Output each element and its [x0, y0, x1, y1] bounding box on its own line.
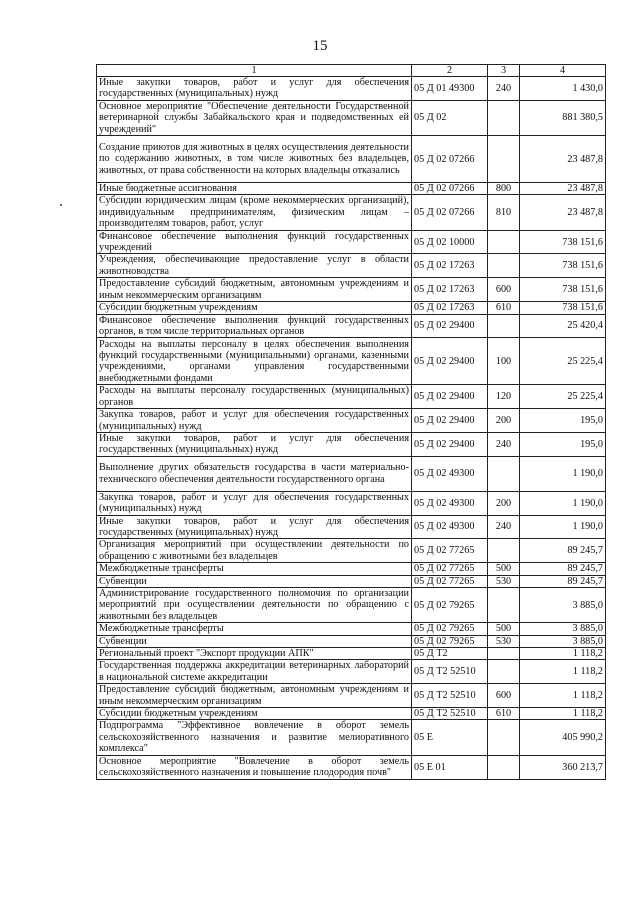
- row-code: 05 Д 02 49300: [412, 491, 488, 515]
- row-code: 05 Д 02 10000: [412, 230, 488, 254]
- table-row: [97, 648, 606, 660]
- row-amount: 1 118,2: [520, 660, 606, 684]
- table-row: [97, 563, 606, 575]
- row-name: Иные закупки товаров, работ и услуг для обеспечения государственных (муниципальных) нужд: [97, 77, 412, 101]
- row-amount: 1 118,2: [520, 684, 606, 708]
- table-row: [97, 302, 606, 314]
- row-name: Подпрограмма "Эффективное вовлечение в оборот земель сельскохозяйственного назначения и развитие мелиоративного комплекса": [97, 720, 412, 755]
- table-row: [97, 136, 606, 183]
- table-row: [97, 409, 606, 433]
- row-code: 05 Д 01 49300: [412, 77, 488, 101]
- row-name: Расходы на выплаты персоналу государственных (муниципальных) органов: [97, 385, 412, 409]
- table-row: [97, 195, 606, 230]
- row-name: Финансовое обеспечение выполнения функций государственных учреждений: [97, 230, 412, 254]
- table-row: [97, 491, 606, 515]
- row-name: Расходы на выплаты персоналу в целях обеспечения выполнения функций государственными (муниципальными) органами, казенными учреждениями, органами управления государственными внебюджетными фондами: [97, 338, 412, 385]
- table-row: [97, 100, 606, 135]
- row-expense-type: 600: [488, 684, 520, 708]
- row-amount: 3 885,0: [520, 623, 606, 635]
- row-expense-type: [488, 755, 520, 779]
- row-amount: 360 213,7: [520, 755, 606, 779]
- table-row: [97, 623, 606, 635]
- table-row: [97, 755, 606, 779]
- row-expense-type: 240: [488, 515, 520, 539]
- row-expense-type: 100: [488, 338, 520, 385]
- table-row: [97, 684, 606, 708]
- row-expense-type: [488, 314, 520, 338]
- row-expense-type: [488, 100, 520, 135]
- row-code: 05 Д 02 07266: [412, 136, 488, 183]
- row-amount: 195,0: [520, 432, 606, 456]
- row-amount: 3 885,0: [520, 635, 606, 647]
- row-amount: 738 151,6: [520, 278, 606, 302]
- row-code: 05 Д Т2 52510: [412, 684, 488, 708]
- row-code: 05 Д 02 77265: [412, 563, 488, 575]
- row-code: 05 Д 02 17263: [412, 302, 488, 314]
- row-expense-type: 800: [488, 183, 520, 195]
- row-amount: 25 225,4: [520, 385, 606, 409]
- table-row: [97, 575, 606, 587]
- row-amount: 738 151,6: [520, 254, 606, 278]
- row-expense-type: [488, 648, 520, 660]
- row-expense-type: [488, 136, 520, 183]
- row-expense-type: 240: [488, 77, 520, 101]
- row-name: Выполнение других обязательств государства в части материально-технического обеспечения деятельности государственного органа: [97, 456, 412, 491]
- column-header: 3: [488, 65, 520, 77]
- table-header-row: [97, 65, 606, 77]
- scan-speck: [60, 204, 62, 206]
- row-expense-type: 240: [488, 432, 520, 456]
- row-amount: 23 487,8: [520, 136, 606, 183]
- row-name: Государственная поддержка аккредитации ветеринарных лабораторий в национальной системе аккредитации: [97, 660, 412, 684]
- row-name: Субвенции: [97, 575, 412, 587]
- column-header: 1: [97, 65, 412, 77]
- row-name: Иные бюджетные ассигнования: [97, 183, 412, 195]
- row-amount: 3 885,0: [520, 588, 606, 623]
- table-row: [97, 720, 606, 755]
- row-amount: 738 151,6: [520, 230, 606, 254]
- table-row: [97, 539, 606, 563]
- row-name: Основное мероприятие "Вовлечение в оборот земель сельскохозяйственного назначения и повышение плодородия почв": [97, 755, 412, 779]
- page-number: 15: [312, 38, 328, 54]
- row-amount: 89 245,7: [520, 539, 606, 563]
- row-expense-type: 500: [488, 623, 520, 635]
- row-code: 05 Д 02: [412, 100, 488, 135]
- row-name: Субвенции: [97, 635, 412, 647]
- row-name: Субсидии бюджетным учреждениям: [97, 708, 412, 720]
- row-name: Администрирование государственного полномочия по организации мероприятий при осуществлении деятельности по обращению с животными без владельцев: [97, 588, 412, 623]
- row-code: 05 Д 02 29400: [412, 385, 488, 409]
- row-expense-type: [488, 720, 520, 755]
- row-amount: 1 118,2: [520, 648, 606, 660]
- row-code: 05 Д Т2 52510: [412, 660, 488, 684]
- row-code: 05 Д 02 07266: [412, 183, 488, 195]
- row-name: Межбюджетные трансферты: [97, 563, 412, 575]
- row-name: Субсидии юридическим лицам (кроме некоммерческих организаций), индивидуальным предпринимателям, физическим лицам – производителям товаров, работ, услуг: [97, 195, 412, 230]
- row-code: 05 Д 02 07266: [412, 195, 488, 230]
- row-code: 05 Д 02 77265: [412, 575, 488, 587]
- row-code: 05 Д 02 29400: [412, 432, 488, 456]
- row-name: Закупка товаров, работ и услуг для обеспечения государственных (муниципальных) нужд: [97, 409, 412, 433]
- row-expense-type: 600: [488, 278, 520, 302]
- row-name: Субсидии бюджетным учреждениям: [97, 302, 412, 314]
- table-row: [97, 77, 606, 101]
- row-code: 05 Д 02 17263: [412, 254, 488, 278]
- row-name: Закупка товаров, работ и услуг для обеспечения государственных (муниципальных) нужд: [97, 491, 412, 515]
- row-amount: 89 245,7: [520, 563, 606, 575]
- table-row: [97, 515, 606, 539]
- table-row: [97, 314, 606, 338]
- row-name: Организация мероприятий при осуществлении деятельности по обращению с животными без владельцев: [97, 539, 412, 563]
- row-code: 05 Д 02 79265: [412, 588, 488, 623]
- row-expense-type: 530: [488, 575, 520, 587]
- row-name: Основное мероприятие "Обеспечение деятельности Государственной ветеринарной службы Забайкальского края и подведомственных ей учреждений": [97, 100, 412, 135]
- table-row: [97, 278, 606, 302]
- row-amount: 25 420,4: [520, 314, 606, 338]
- row-amount: 405 990,2: [520, 720, 606, 755]
- row-expense-type: 810: [488, 195, 520, 230]
- row-name: Предоставление субсидий бюджетным, автономным учреждениям и иным некоммерческим организациям: [97, 278, 412, 302]
- row-code: 05 Д 02 79265: [412, 635, 488, 647]
- table-row: [97, 708, 606, 720]
- table-row: [97, 432, 606, 456]
- row-code: 05 Д 02 17263: [412, 278, 488, 302]
- table-row: [97, 635, 606, 647]
- row-name: Предоставление субсидий бюджетным, автономным учреждениям и иным некоммерческим организациям: [97, 684, 412, 708]
- row-name: Иные закупки товаров, работ и услуг для обеспечения государственных (муниципальных) нужд: [97, 432, 412, 456]
- row-code: 05 Д Т2 52510: [412, 708, 488, 720]
- row-amount: 23 487,8: [520, 195, 606, 230]
- table-row: [97, 338, 606, 385]
- row-name: Межбюджетные трансферты: [97, 623, 412, 635]
- row-expense-type: [488, 588, 520, 623]
- row-expense-type: 200: [488, 409, 520, 433]
- row-amount: 25 225,4: [520, 338, 606, 385]
- row-expense-type: [488, 539, 520, 563]
- row-name: Финансовое обеспечение выполнения функций государственных органов, в том числе территориальных органов: [97, 314, 412, 338]
- row-code: 05 Д 02 77265: [412, 539, 488, 563]
- row-amount: 89 245,7: [520, 575, 606, 587]
- row-amount: 23 487,8: [520, 183, 606, 195]
- table-row: [97, 385, 606, 409]
- row-code: 05 Д 02 29400: [412, 338, 488, 385]
- row-name: Создание приютов для животных в целях осуществления деятельности по содержанию животных, в том числе животных без владельцев, животных, от права собственности на которых владельцы отказались: [97, 136, 412, 183]
- table-row: [97, 456, 606, 491]
- row-name: Региональный проект "Экспорт продукции АПК": [97, 648, 412, 660]
- row-amount: 881 380,5: [520, 100, 606, 135]
- row-amount: 1 430,0: [520, 77, 606, 101]
- row-code: 05 Д 02 49300: [412, 515, 488, 539]
- row-code: 05 Д 02 29400: [412, 314, 488, 338]
- row-expense-type: 610: [488, 302, 520, 314]
- budget-table: [96, 64, 606, 780]
- row-expense-type: [488, 456, 520, 491]
- row-amount: 738 151,6: [520, 302, 606, 314]
- row-code: 05 Д Т2: [412, 648, 488, 660]
- row-expense-type: 500: [488, 563, 520, 575]
- row-name: Учреждения, обеспечивающие предоставление услуг в области животноводства: [97, 254, 412, 278]
- column-header: 2: [412, 65, 488, 77]
- table-row: [97, 254, 606, 278]
- row-expense-type: [488, 660, 520, 684]
- row-expense-type: [488, 254, 520, 278]
- row-code: 05 Д 02 79265: [412, 623, 488, 635]
- table-row: [97, 588, 606, 623]
- row-expense-type: 610: [488, 708, 520, 720]
- row-amount: 1 190,0: [520, 515, 606, 539]
- row-amount: 1 118,2: [520, 708, 606, 720]
- table-row: [97, 183, 606, 195]
- row-expense-type: 530: [488, 635, 520, 647]
- row-expense-type: 120: [488, 385, 520, 409]
- row-expense-type: [488, 230, 520, 254]
- column-header: 4: [520, 65, 606, 77]
- row-amount: 1 190,0: [520, 456, 606, 491]
- row-amount: 195,0: [520, 409, 606, 433]
- row-name: Иные закупки товаров, работ и услуг для обеспечения государственных (муниципальных) нужд: [97, 515, 412, 539]
- row-expense-type: 200: [488, 491, 520, 515]
- row-code: 05 Е: [412, 720, 488, 755]
- row-code: 05 Д 02 49300: [412, 456, 488, 491]
- table-row: [97, 230, 606, 254]
- row-code: 05 Е 01: [412, 755, 488, 779]
- row-code: 05 Д 02 29400: [412, 409, 488, 433]
- table-row: [97, 660, 606, 684]
- row-amount: 1 190,0: [520, 491, 606, 515]
